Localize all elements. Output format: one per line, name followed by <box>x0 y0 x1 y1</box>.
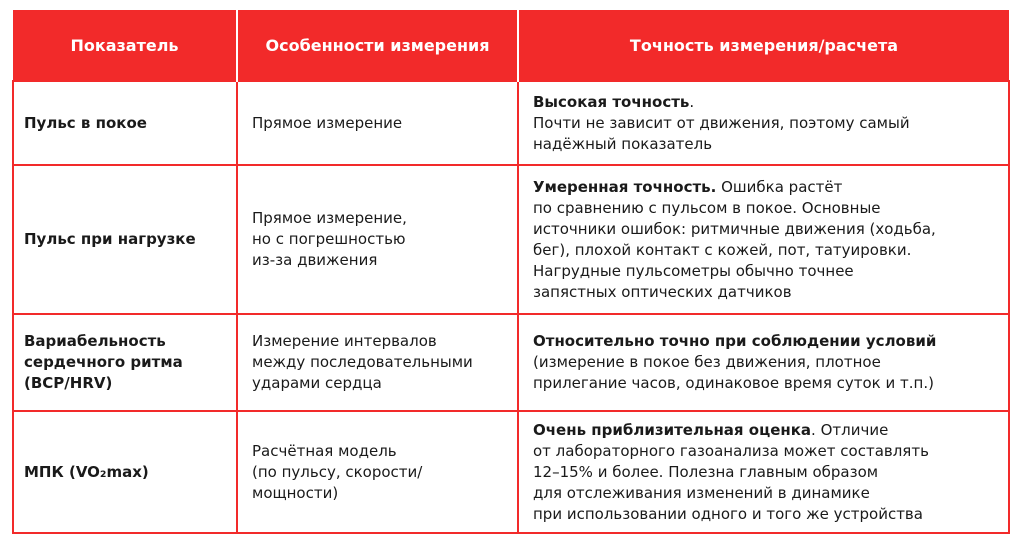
accuracy-rating: Высокая точность <box>533 92 690 111</box>
accuracy-text: источники ошибок: ритмичные движения (ходьба, <box>533 219 936 238</box>
accuracy-text: прилегание часов, одинаковое время суток и т.п.) <box>533 374 934 392</box>
indicator-text: Пульс в покое <box>24 113 147 132</box>
table-body <box>13 81 1009 533</box>
accuracy-text: бег), плохой контакт с кожей, пот, татуировки. <box>533 240 912 259</box>
accuracy-lead <box>533 420 1000 441</box>
cell-indicator <box>13 81 237 165</box>
measurement-text: между последовательными <box>252 353 473 371</box>
accuracy-lead-tail: . <box>689 92 695 111</box>
measurement-text: Расчётная модель <box>252 441 397 460</box>
measurement-text: ударами сердца <box>252 374 382 392</box>
indicator-text: Вариабельность <box>24 332 166 350</box>
cell-accuracy <box>518 314 1009 411</box>
accuracy-text: по сравнению с пульсом в покое. Основные <box>533 198 881 217</box>
cell-indicator <box>13 411 237 533</box>
measurement-text: Прямое измерение <box>252 113 403 132</box>
cell-indicator <box>13 165 237 314</box>
indicator-text: Пульс при нагрузке <box>24 230 196 248</box>
accuracy-text: (измерение в покое без движения, плотное <box>533 353 881 371</box>
header-indicator: Показатель <box>13 10 237 81</box>
accuracy-lead <box>533 331 1000 352</box>
measurement-text: но с погрешностью <box>252 230 406 248</box>
measurement-text: из-за движения <box>252 251 378 269</box>
cell-accuracy <box>518 411 1009 533</box>
accuracy-text: запястных оптических датчиков <box>533 282 792 301</box>
measurement-text: (по пульсу, скорости/ <box>252 462 423 481</box>
accuracy-text: 12–15% и более. Полезна главным образом <box>533 462 879 481</box>
accuracy-rating: Относительно точно при соблюдении условий <box>533 332 937 350</box>
measurement-text: Прямое измерение, <box>252 209 407 227</box>
accuracy-lead <box>533 177 1000 198</box>
accuracy-text: Нагрудные пульсометры обычно точнее <box>533 261 854 280</box>
accuracy-text: от лабораторного газоанализа может составлять <box>533 441 929 460</box>
indicator-text: сердечного ритма <box>24 353 183 371</box>
accuracy-text: Почти не зависит от движения, поэтому самый <box>533 113 910 132</box>
comparison-table-container <box>12 10 1008 534</box>
accuracy-text: для отслеживания изменений в динамике <box>533 483 870 502</box>
table-row <box>13 81 1009 165</box>
table-header <box>13 10 1009 81</box>
header-accuracy: Точность измерения/расчета <box>518 10 1009 81</box>
accuracy-lead-tail: Ошибка растёт <box>716 177 843 196</box>
accuracy-rating: Умеренная точность. <box>533 177 717 196</box>
cell-measurement <box>237 81 518 165</box>
measurement-text: мощности) <box>252 483 339 502</box>
accuracy-rating: Очень приблизительная оценка <box>533 420 812 439</box>
cell-measurement <box>237 411 518 533</box>
accuracy-text: надёжный показатель <box>533 134 713 153</box>
indicator-text: МПК (VO₂max) <box>24 462 149 481</box>
cell-measurement <box>237 314 518 411</box>
table-row <box>13 411 1009 533</box>
cell-measurement <box>237 165 518 314</box>
cell-accuracy <box>518 81 1009 165</box>
table-row <box>13 165 1009 314</box>
cell-accuracy <box>518 165 1009 314</box>
accuracy-lead-tail: . Отличие <box>811 420 889 439</box>
measurement-text: Измерение интервалов <box>252 332 437 350</box>
indicator-text: (ВСР/HRV) <box>24 374 113 392</box>
header-row <box>13 10 1009 81</box>
table-row <box>13 314 1009 411</box>
cell-indicator <box>13 314 237 411</box>
header-measurement-features: Особенности измерения <box>237 10 518 81</box>
accuracy-lead <box>533 92 1000 113</box>
comparison-table <box>12 10 1010 534</box>
accuracy-text: при использовании одного и того же устройства <box>533 504 923 523</box>
